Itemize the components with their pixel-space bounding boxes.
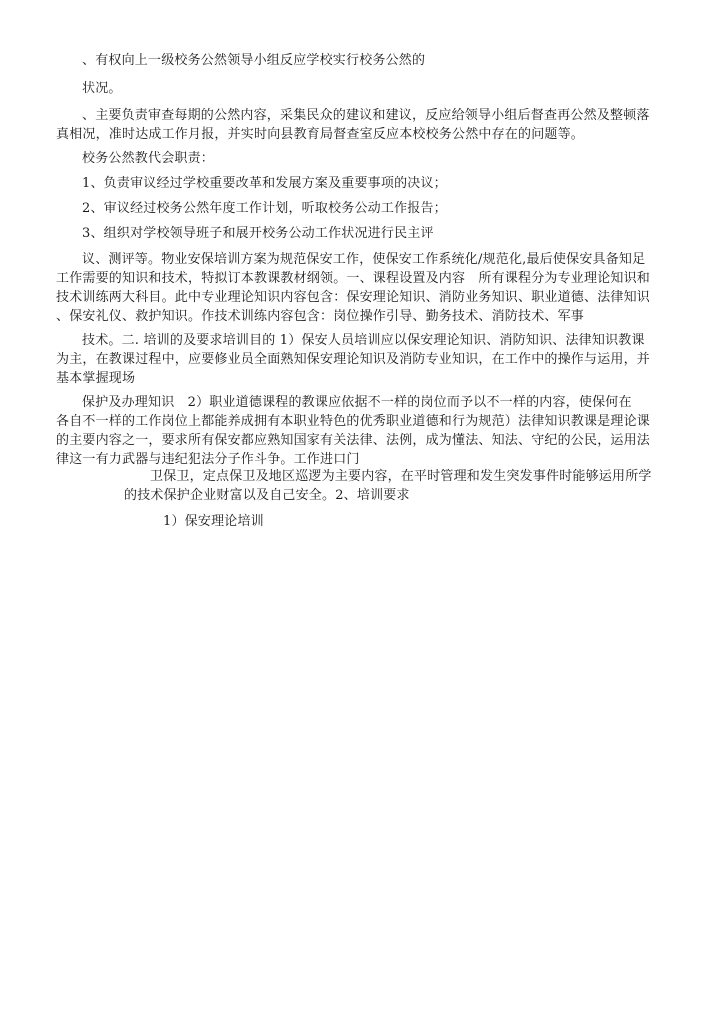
text-line: 保护及办理知识 2）职业道德课程的教课应依据不一样的岗位而予以不一样的内容，使保何在	[82, 395, 632, 410]
paragraph-7	[82, 224, 434, 243]
text-line: 的技术保护企业财富以及自己安全。2、培训要求	[124, 488, 410, 503]
text-line: 各自不一样的工作岗位上都能养成拥有本职业特色的优秀职业道德和行为规范）法律知识教课是理论课	[56, 414, 651, 429]
text-line: 的主要内容之一，要求所有保安都应熟知国家有关法律、法例，成为懂法、知法、守纪的公民，运用法	[56, 433, 651, 448]
text-line: 为主，在教课过程中，应要修业员全面熟知保安理论知识及消防专业知识，在工作中的操作与运用，并	[56, 352, 651, 367]
text-line: 2、审议经过校务公然年度工作计划，听取校务公动工作报告；	[82, 201, 447, 216]
text-line: 1）保安理论培训	[163, 514, 264, 529]
text-line: 工作需要的知识和技术，特拟订本教课教材纲领。一、课程设置及内容 所有课程分为专业理论知识和	[56, 271, 651, 286]
text-line: 、保安礼仪、救护知识。作技术训练内容包含：岗位操作引导、勤务技术、消防技术、军事	[56, 309, 585, 324]
text-line: 基本掌握现场	[56, 371, 136, 386]
text-line: 真相况，准时达成工作月报，并实时向县教育局督查室反应本校校务公然中存在的问题等。	[56, 127, 585, 142]
paragraph-9	[56, 331, 650, 388]
text-line: 、有权向上一级校务公然领导小组反应学校实行校务公然的	[82, 53, 426, 68]
text-line: 技术。二. 培训的及要求培训目的 1）保安人员培训应以保安理论知识、消防知识、法律知识教课	[82, 333, 645, 348]
text-line: 技术训练两大科目。此中专业理论知识内容包含：保安理论知识、消防业务知识、职业道德、法律知识	[56, 290, 651, 305]
text-line: 3、组织对学校领导班子和展开校务公动工作状况进行民主评	[82, 226, 434, 241]
paragraph-8	[56, 250, 650, 326]
paragraph-4	[82, 149, 214, 168]
paragraph-10	[56, 393, 650, 469]
text-line: 状况。	[82, 81, 122, 96]
paragraph-3	[56, 106, 650, 144]
text-line: 、主要负责审查每期的公然内容，采集民众的建议和建议，反应给领导小组后督查再公然及整顿落	[82, 108, 650, 123]
text-line: 卫保卫，定点保卫及地区巡逻为主要内容，在平时管理和发生突发事件时能够运用所学	[150, 469, 652, 484]
paragraph-1	[82, 51, 425, 70]
paragraph-6	[82, 199, 447, 218]
text-line: 议、测评等。物业安保培训方案为规范保安工作，使保安工作系统化/规范化,最后使保安具备知足	[82, 252, 646, 267]
paragraph-5	[82, 174, 447, 193]
paragraph-11	[124, 467, 652, 505]
text-line: 校务公然教代会职责：	[82, 151, 215, 166]
paragraph-12	[163, 512, 264, 531]
text-line: 律这一有力武器与违纪犯法分子作斗争。工作进口门	[56, 452, 360, 467]
paragraph-2	[82, 79, 122, 98]
text-line: 1、负责审议经过学校重要改革和发展方案及重要事项的决议；	[82, 176, 447, 191]
